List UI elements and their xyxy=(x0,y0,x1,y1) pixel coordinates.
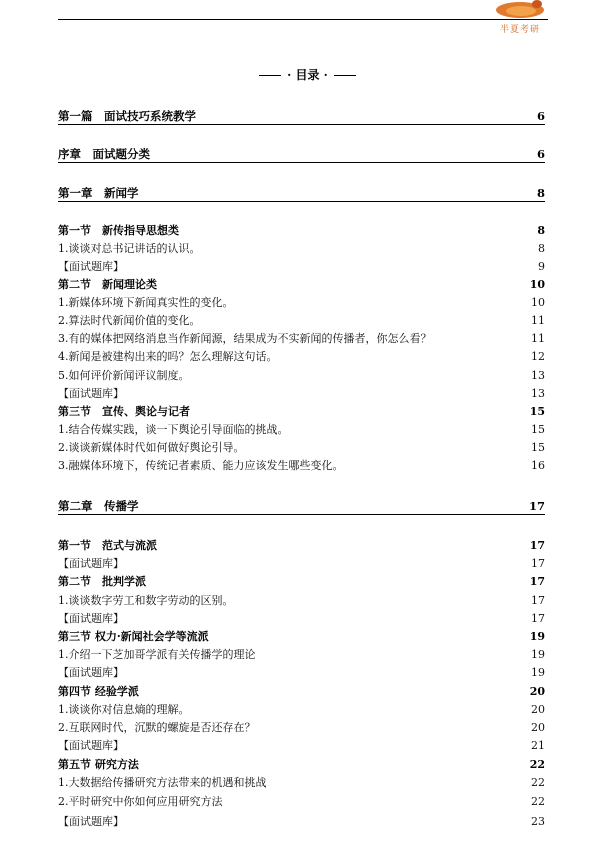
toc-entry-text: 【面试题库】 xyxy=(58,815,124,828)
toc-entry-text: 第三节 宣传、舆论与记者 xyxy=(58,405,190,418)
toc-entry-text: 第四节 经验学派 xyxy=(58,685,139,698)
toc-entry-page: 19 xyxy=(529,630,545,643)
toc-title-text: 目录 xyxy=(295,68,320,82)
toc-entry-text: 第一节 新传指导思想类 xyxy=(58,224,179,237)
toc-entry-item[interactable] xyxy=(58,647,545,663)
toc-entry-text: 第一篇 面试技巧系统教学 xyxy=(58,109,196,123)
toc-entry-page: 22 xyxy=(529,758,545,771)
toc-entry-page: 11 xyxy=(531,314,545,327)
toc-entry-page: 6 xyxy=(536,109,545,123)
toc-entry-item[interactable] xyxy=(58,556,545,572)
toc-entry-page: 20 xyxy=(531,721,545,734)
toc-entry-part[interactable] xyxy=(58,108,545,125)
toc-entry-page: 23 xyxy=(531,815,545,828)
toc-entry-page: 16 xyxy=(531,459,545,472)
toc-entry-item[interactable] xyxy=(58,440,545,456)
toc-entry-text: 第二章 传播学 xyxy=(58,499,139,513)
toc-entry-item[interactable] xyxy=(58,593,545,609)
toc-entry-text: 【面试题库】 xyxy=(58,612,124,625)
toc-entry-item[interactable] xyxy=(58,349,545,365)
title-dash-right xyxy=(334,75,356,76)
brand-logo xyxy=(492,0,552,40)
toc-entry-text: 2.算法时代新闻价值的变化。 xyxy=(58,314,201,327)
toc-entry-section[interactable] xyxy=(58,538,545,554)
toc-entry-section[interactable] xyxy=(58,757,545,773)
toc-entry-text: 第二节 批判学派 xyxy=(58,575,146,588)
toc-entry-item[interactable] xyxy=(58,611,545,627)
toc-entry-section[interactable] xyxy=(58,684,545,700)
toc-entry-item[interactable] xyxy=(58,241,545,257)
toc-entry-page: 17 xyxy=(531,594,545,607)
toc-entry-text: 第一章 新闻学 xyxy=(58,186,139,200)
toc-entry-section[interactable] xyxy=(58,629,545,645)
toc-entry-page: 17 xyxy=(529,539,545,552)
toc-entry-page: 17 xyxy=(531,612,545,625)
toc-entry-page: 13 xyxy=(531,387,545,400)
toc-entry-text: 1.谈谈数字劳工和数字劳动的区别。 xyxy=(58,594,234,607)
toc-entry-item[interactable] xyxy=(58,720,545,736)
logo-shape-dot xyxy=(532,0,542,8)
toc-entry-page: 22 xyxy=(531,795,545,808)
header-rule xyxy=(58,19,548,20)
toc-entry-page: 8 xyxy=(537,224,545,237)
toc-entry-page: 21 xyxy=(531,739,545,752)
toc-entry-item[interactable] xyxy=(58,665,545,681)
toc-entry-page: 10 xyxy=(529,278,545,291)
toc-entry-page: 10 xyxy=(531,296,545,309)
toc-entry-item[interactable] xyxy=(58,368,545,384)
toc-entry-text: 第一节 范式与流派 xyxy=(58,539,157,552)
toc-entry-page: 6 xyxy=(536,147,545,161)
toc-entry-page: 9 xyxy=(538,260,545,273)
toc-entry-page: 8 xyxy=(536,186,545,200)
toc-entry-section[interactable] xyxy=(58,574,545,590)
toc-entry-section[interactable] xyxy=(58,223,545,239)
toc-entry-text: 2.谈谈新媒体时代如何做好舆论引导。 xyxy=(58,441,245,454)
toc-entry-section[interactable] xyxy=(58,277,545,293)
toc-entry-page: 8 xyxy=(538,242,545,255)
toc-entry-section[interactable] xyxy=(58,404,545,420)
toc-entry-text: 第二节 新闻理论类 xyxy=(58,278,157,291)
toc-entry-page: 22 xyxy=(531,776,545,789)
toc-entry-page: 17 xyxy=(531,557,545,570)
toc-entry-page: 13 xyxy=(531,369,545,382)
toc-entry-text: 1.谈谈对总书记讲话的认识。 xyxy=(58,242,201,255)
toc-entry-prologue[interactable] xyxy=(58,146,545,163)
toc-entry-item[interactable] xyxy=(58,386,545,402)
toc-entry-text: 【面试题库】 xyxy=(58,666,124,679)
toc-entry-text: 4.新闻是被建构出来的吗？怎么理解这句话。 xyxy=(58,350,278,363)
toc-entry-page: 17 xyxy=(528,499,545,513)
toc-entry-chapter[interactable] xyxy=(58,498,545,515)
toc-entry-page: 15 xyxy=(531,423,545,436)
toc-entry-text: 1.谈谈你对信息熵的理解。 xyxy=(58,703,190,716)
toc-entry-item[interactable] xyxy=(58,331,545,347)
toc-entry-page: 20 xyxy=(531,703,545,716)
toc-entry-text: 3.有的媒体把网络消息当作新闻源，结果成为不实新闻的传播者，你怎么看？ xyxy=(58,332,432,345)
toc-entry-item[interactable] xyxy=(58,814,545,830)
toc-entry-item[interactable] xyxy=(58,738,545,754)
toc-entry-text: 第五节 研究方法 xyxy=(58,758,139,771)
toc-entry-text: 1.介绍一下芝加哥学派有关传播学的理论 xyxy=(58,648,256,661)
logo-text: 半夏考研 xyxy=(500,25,541,35)
toc-entry-text: 【面试题库】 xyxy=(58,387,124,400)
toc-entry-text: 1.结合传媒实践，谈一下舆论引导面临的挑战。 xyxy=(58,423,289,436)
toc-entry-text: 序章 面试题分类 xyxy=(58,147,150,161)
toc-entry-item[interactable] xyxy=(58,702,545,718)
toc-entry-page: 15 xyxy=(531,441,545,454)
toc-entry-page: 19 xyxy=(531,648,545,661)
toc-entry-item[interactable] xyxy=(58,313,545,329)
toc-entry-text: 5.如何评价新闻评议制度。 xyxy=(58,369,190,382)
toc-entry-text: 3.融媒体环境下，传统记者素质、能力应该发生哪些变化。 xyxy=(58,459,344,472)
toc-entry-page: 12 xyxy=(531,350,545,363)
toc-entry-text: 第三节 权力·新闻社会学等流派 xyxy=(58,630,209,643)
title-dash-left xyxy=(259,75,281,76)
toc-entry-item[interactable] xyxy=(58,775,545,791)
toc-entry-text: 1.新媒体环境下新闻真实性的变化。 xyxy=(58,296,234,309)
toc-entry-page: 11 xyxy=(531,332,545,345)
toc-entry-text: 【面试题库】 xyxy=(58,739,124,752)
toc-entry-page: 15 xyxy=(529,405,545,418)
toc-entry-item[interactable] xyxy=(58,295,545,311)
toc-entry-item[interactable] xyxy=(58,794,545,810)
toc-entry-page: 20 xyxy=(529,685,545,698)
toc-entry-item[interactable] xyxy=(58,458,545,474)
toc-entry-item[interactable] xyxy=(58,259,545,275)
toc-title: · 目录 · xyxy=(0,66,615,83)
toc-entry-text: 【面试题库】 xyxy=(58,557,124,570)
toc-entry-page: 17 xyxy=(529,575,545,588)
toc-entry-text: 1.大数据给传播研究方法带来的机遇和挑战 xyxy=(58,776,267,789)
toc-entry-item[interactable] xyxy=(58,422,545,438)
toc-entry-page: 19 xyxy=(531,666,545,679)
toc-entry-chapter[interactable] xyxy=(58,185,545,202)
toc-entry-text: 【面试题库】 xyxy=(58,260,124,273)
logo-shape-highlight xyxy=(506,6,536,16)
toc-entry-text: 2.互联网时代，沉默的螺旋是否还存在？ xyxy=(58,721,256,734)
toc-entry-text: 2.平时研究中你如何应用研究方法 xyxy=(58,795,223,808)
